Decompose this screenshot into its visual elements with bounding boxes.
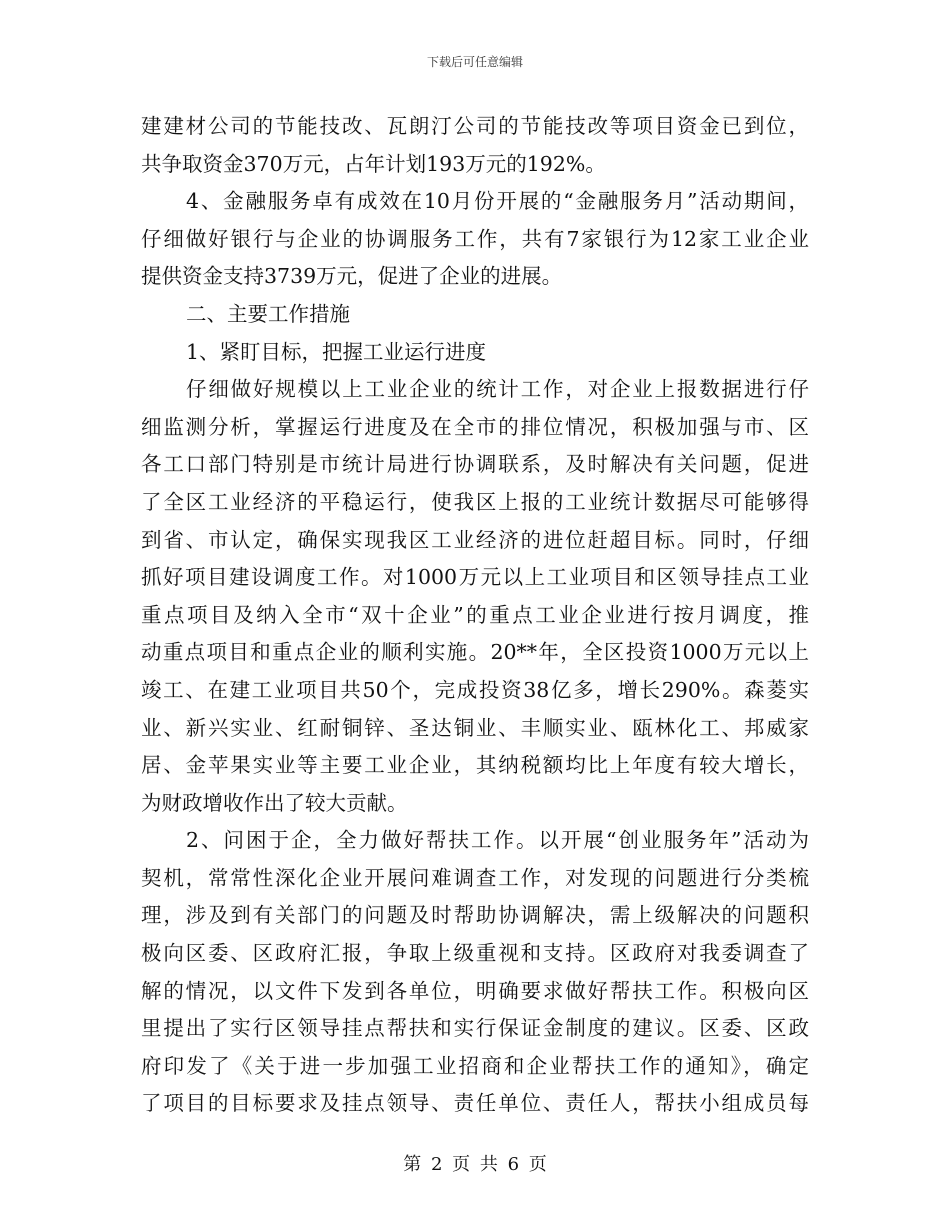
text-line: 细监测分析，掌握运行进度及在全市的排位情况，积极加强与市、区 bbox=[141, 414, 809, 439]
text-line: 抓好项目建设调度工作。对1000万元以上工业项目和区领导挂点工业 bbox=[141, 565, 809, 590]
text-line: 各工口部门特别是市统计局进行协调联系，及时解决有关问题，促进 bbox=[141, 452, 809, 477]
text-line: 解的情况，以文件下发到各单位，明确要求做好帮扶工作。积极向区 bbox=[141, 978, 809, 1003]
text-line: 契机，常常性深化企业开展问难调查工作，对发现的问题进行分类梳 bbox=[141, 865, 809, 890]
subsection-heading: 1、紧盯目标，把握工业运行进度 bbox=[186, 339, 487, 364]
text-line: 仔细做好规模以上工业企业的统计工作，对企业上报数据进行仔 bbox=[186, 377, 809, 402]
text-line: 2、问困于企，全力做好帮扶工作。以开展“创业服务年”活动为 bbox=[186, 828, 809, 853]
text-line: 提供资金支持3739万元，促进了企业的进展。 bbox=[141, 264, 563, 289]
text-line: 理，涉及到有关部门的问题及时帮助协调解决，需上级解决的问题积 bbox=[141, 903, 809, 928]
text-line: 动重点项目和重点企业的顺利实施。20**年，全区投资1000万元以上 bbox=[141, 640, 809, 665]
page-footer: 第 2 页 共 6 页 bbox=[403, 1154, 547, 1175]
text-line: 府印发了《关于进一步加强工业招商和企业帮扶工作的通知》，确定 bbox=[141, 1053, 809, 1078]
document-body bbox=[141, 108, 809, 1123]
text-line: 4、金融服务卓有成效在10月份开展的“金融服务月”活动期间， bbox=[186, 189, 809, 214]
text-line: 建建材公司的节能技改、瓦朗汀公司的节能技改等项目资金已到位， bbox=[141, 114, 809, 138]
text-line: 极向区委、区政府汇报，争取上级重视和支持。区政府对我委调查了 bbox=[141, 941, 809, 966]
text-line: 为财政增收作出了较大贡献。 bbox=[141, 790, 408, 815]
text-line: 了全区工业经济的平稳运行，使我区上报的工业统计数据尽可能够得 bbox=[141, 489, 809, 514]
text-line: 里提出了实行区领导挂点帮扶和实行保证金制度的建议。区委、区政 bbox=[141, 1016, 809, 1041]
text-line: 了项目的目标要求及挂点领导、责任单位、责任人，帮扶小组成员每 bbox=[141, 1091, 809, 1116]
text-line: 业、新兴实业、红耐铜锌、圣达铜业、丰顺实业、瓯林化工、邦威家 bbox=[141, 715, 809, 740]
page-header: 下载后可任意编辑 bbox=[426, 55, 523, 69]
section-heading: 二、主要工作措施 bbox=[186, 301, 350, 326]
text-line: 共争取资金370万元，占年计划193万元的192%。 bbox=[141, 151, 606, 176]
text-line: 竣工、在建工业项目共50个，完成投资38亿多，增长290%。森菱实 bbox=[141, 677, 809, 702]
text-line: 重点项目及纳入全市“双十企业”的重点工业企业进行按月调度，推 bbox=[141, 602, 809, 627]
text-line: 居、金苹果实业等主要工业企业，其纳税额均比上年度有较大增长， bbox=[141, 753, 809, 778]
text-line: 到省、市认定，确保实现我区工业经济的进位赶超目标。同时，仔细 bbox=[141, 527, 809, 552]
text-line: 仔细做好银行与企业的协调服务工作，共有7家银行为12家工业企业 bbox=[141, 226, 809, 251]
